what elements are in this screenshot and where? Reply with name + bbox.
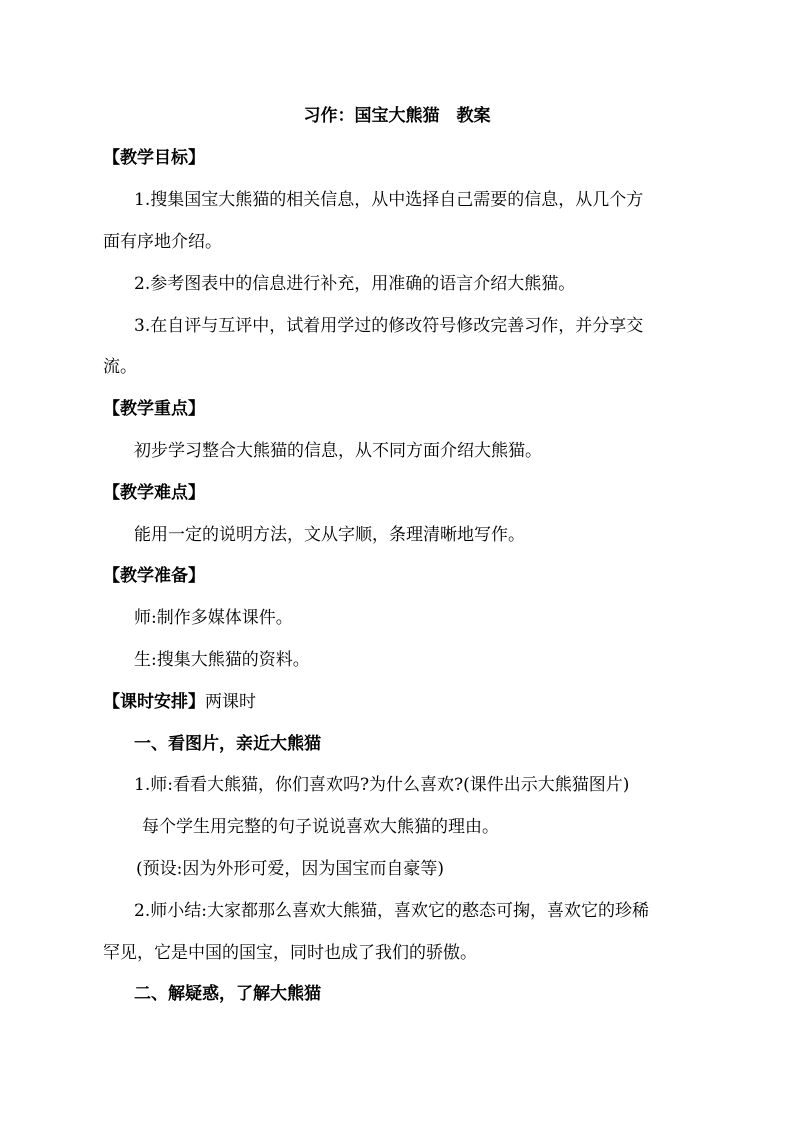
preparation-student: 生:搜集大熊猫的资料。: [134, 650, 310, 670]
part-1-item-1-sub: 每个学生用完整的句子说说喜欢大熊猫的理由。: [142, 817, 499, 837]
schedule-heading: 【课时安排】: [103, 692, 205, 712]
goal-3-line-2: 流。: [103, 357, 137, 377]
key-points-text: 初步学习整合大熊猫的信息，从不同方面介绍大熊猫。: [134, 441, 542, 461]
difficulty-heading: 【教学难点】: [103, 483, 205, 503]
goals-heading: 【教学目标】: [103, 148, 205, 168]
part-1-item-1: 1.师:看看大熊猫，你们喜欢吗?为什么喜欢?(课件出示大熊猫图片): [134, 775, 630, 795]
schedule-heading-line: [103, 690, 256, 714]
goal-3-line-1: 3.在自评与互评中，试着用学过的修改符号修改完善习作，并分享交: [134, 316, 644, 336]
part-1-item-2-line-1: 2.师小结:大家都那么喜欢大熊猫，喜欢它的憨态可掬，喜欢它的珍稀: [134, 901, 649, 921]
document-title: 习作：国宝大熊猫 教案: [303, 106, 491, 126]
goal-2: 2.参考图表中的信息进行补充，用准确的语言介绍大熊猫。: [134, 274, 576, 294]
difficulty-text: 能用一定的说明方法，文从字顺，条理清晰地写作。: [134, 525, 525, 545]
preparation-heading: 【教学准备】: [103, 566, 205, 586]
part-1-item-1-preset: (预设:因为外形可爱，因为国宝而自豪等): [136, 859, 444, 879]
part-1-heading: 一、看图片，亲近大熊猫: [134, 734, 321, 754]
schedule-value: 两课时: [205, 692, 256, 712]
goal-1-line-2: 面有序地介绍。: [103, 232, 222, 252]
goal-1-line-1: 1.搜集国宝大熊猫的相关信息，从中选择自己需要的信息，从几个方: [134, 190, 644, 210]
preparation-teacher: 师:制作多媒体课件。: [134, 608, 293, 628]
part-2-heading: 二、解疑惑，了解大熊猫: [134, 984, 321, 1004]
part-1-item-2-line-2: 罕见，它是中国的国宝，同时也成了我们的骄傲。: [103, 943, 477, 963]
key-points-heading: 【教学重点】: [103, 399, 205, 419]
